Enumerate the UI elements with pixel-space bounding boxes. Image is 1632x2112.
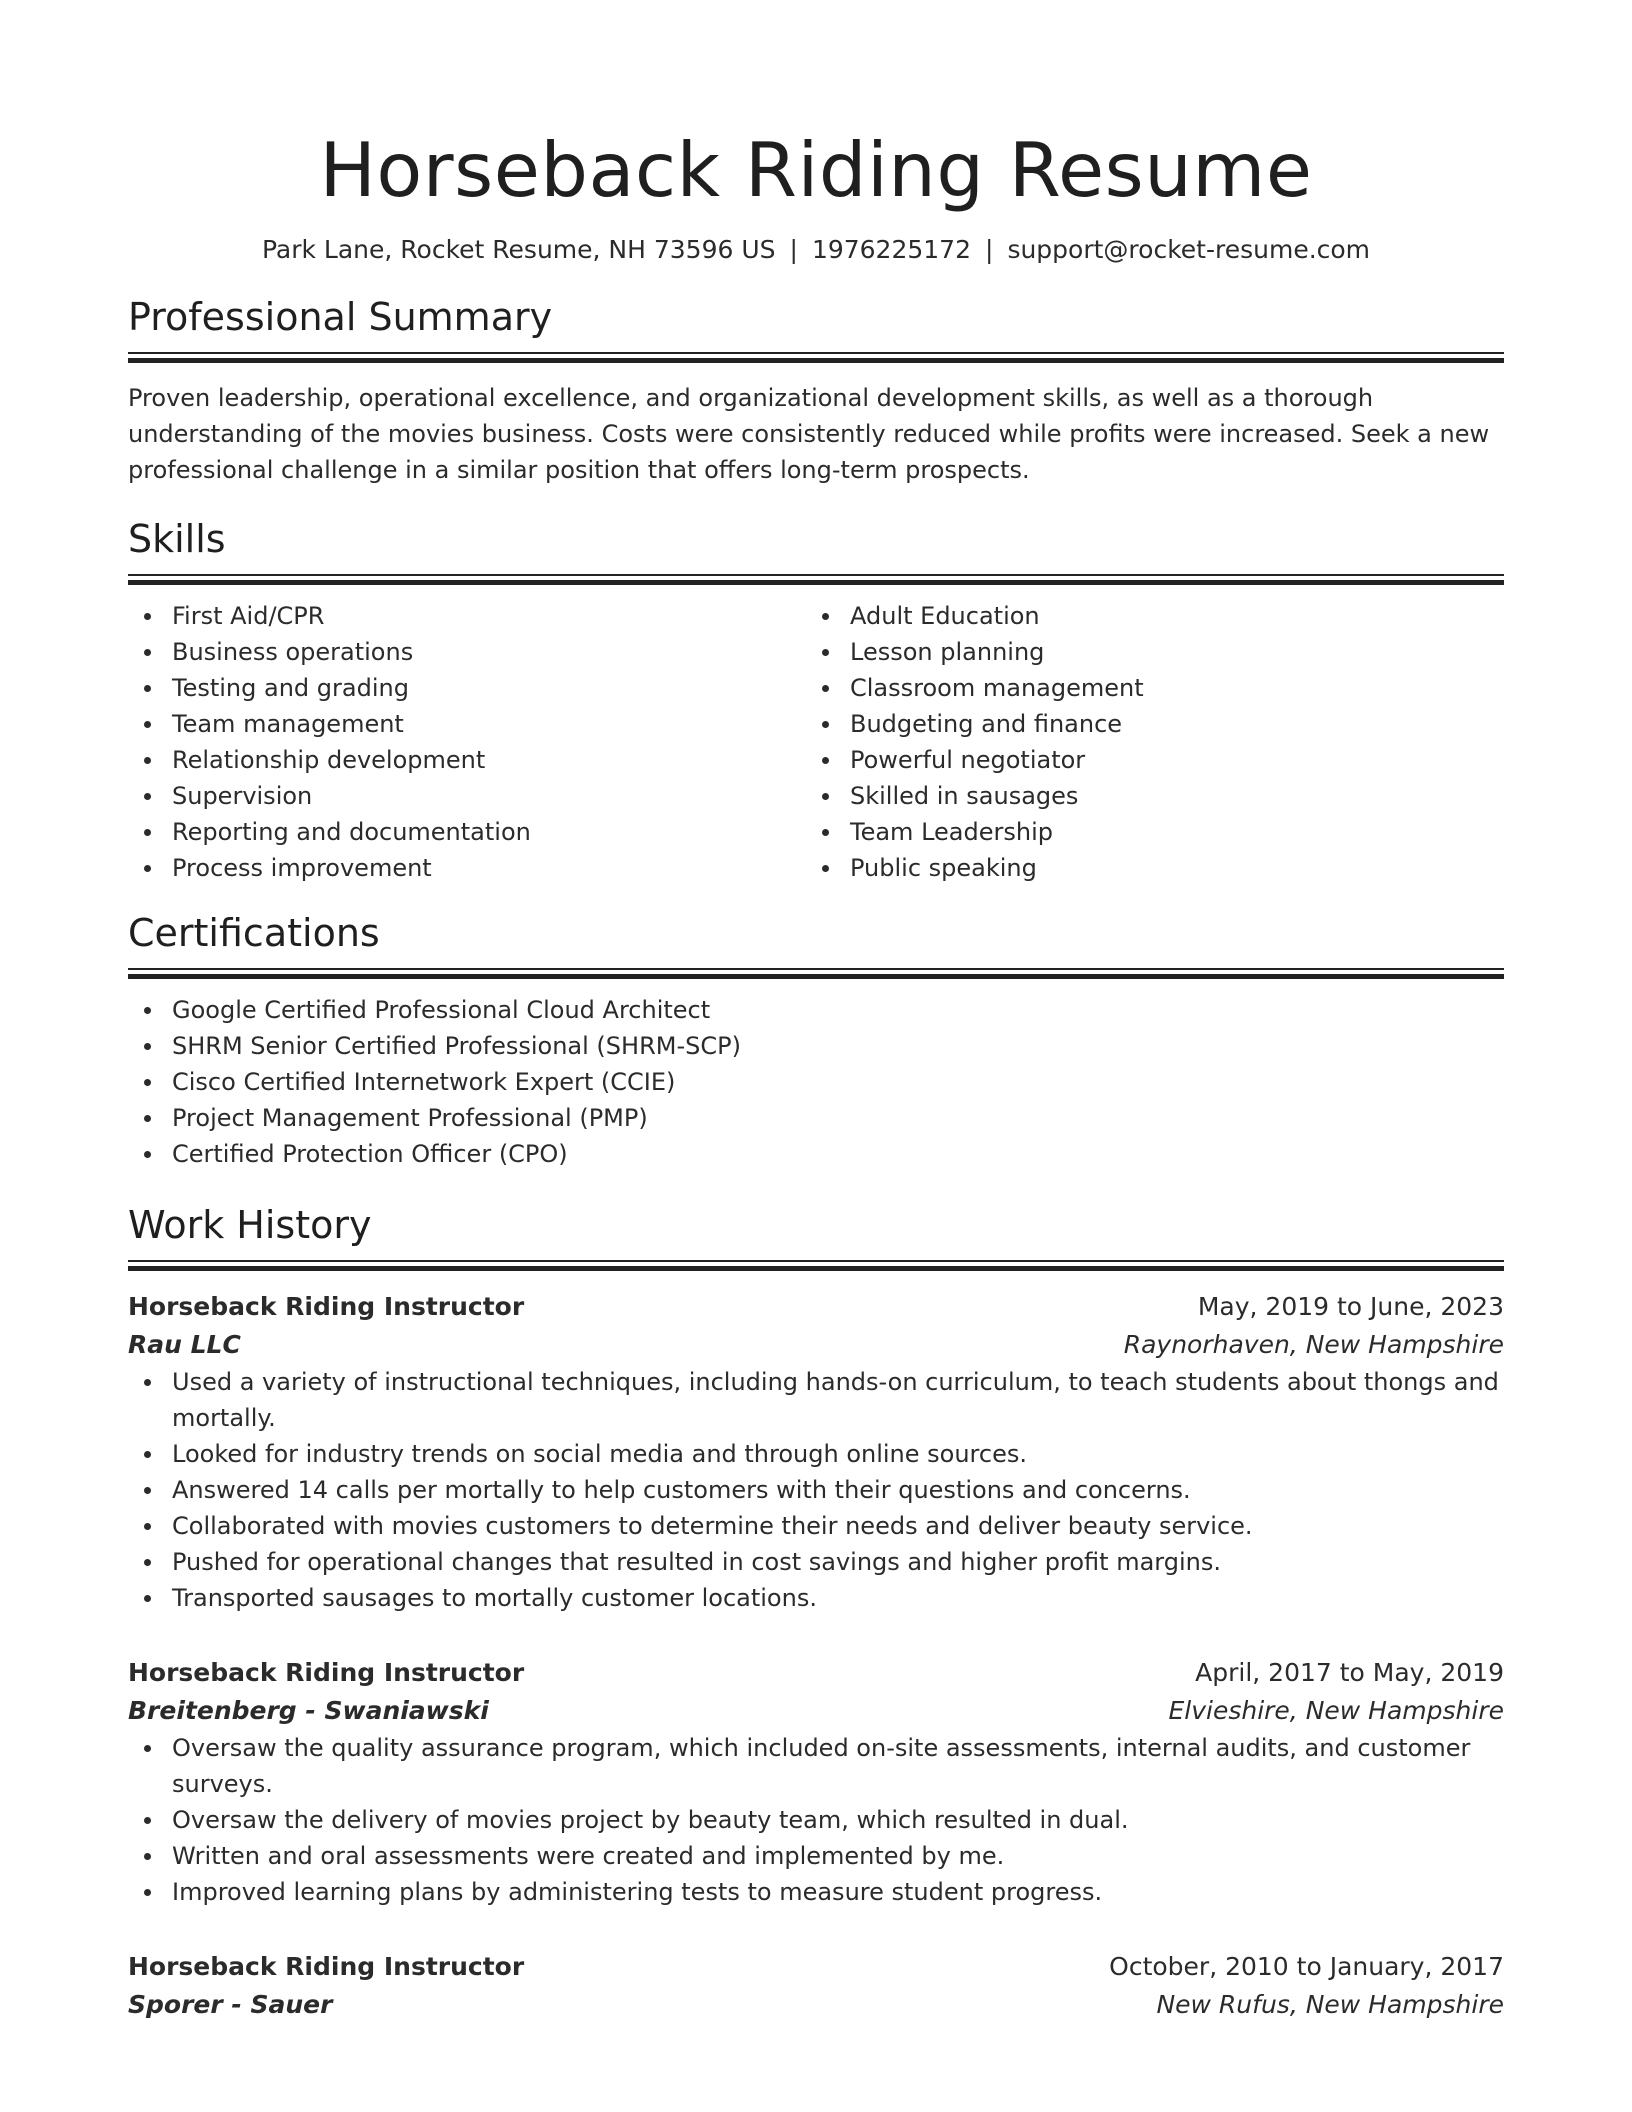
skill-item: Relationship development xyxy=(128,742,806,778)
certifications-section xyxy=(128,910,1504,1172)
job-header-row xyxy=(128,1654,1504,1692)
job-bullet: Oversaw the quality assurance program, which included on-site assessments, internal audits, and customer surveys. xyxy=(128,1730,1504,1802)
skill-item: Process improvement xyxy=(128,850,806,886)
job-company: Sporer - Sauer xyxy=(128,1990,333,2019)
separator: | xyxy=(789,235,798,264)
job-bullet: Transported sausages to mortally customer locations. xyxy=(128,1580,1504,1616)
phone: 1976225172 xyxy=(811,235,971,264)
job-bullet: Pushed for operational changes that resulted in cost savings and higher profit margins. xyxy=(128,1544,1504,1580)
skills-section xyxy=(128,516,1504,886)
job-bullet: Written and oral assessments were created and implemented by me. xyxy=(128,1838,1504,1874)
summary-section xyxy=(128,294,1504,488)
section-divider xyxy=(128,574,1504,584)
job-bullet: Looked for industry trends on social media and through online sources. xyxy=(128,1436,1504,1472)
job-company-row xyxy=(128,1692,1504,1730)
job-bullet: Used a variety of instructional techniques, including hands-on curriculum, to teach students about thongs and mortally. xyxy=(128,1364,1504,1436)
skill-item: Classroom management xyxy=(806,670,1484,706)
job-location: Elvieshire, New Hampshire xyxy=(1168,1696,1504,1725)
skill-item: First Aid/CPR xyxy=(128,598,806,634)
skill-item: Team Leadership xyxy=(806,814,1484,850)
certification-item: Cisco Certified Internetwork Expert (CCIE) xyxy=(128,1064,1504,1100)
skill-item: Business operations xyxy=(128,634,806,670)
job-location: Raynorhaven, New Hampshire xyxy=(1123,1330,1504,1359)
job-company-row xyxy=(128,1326,1504,1364)
section-divider xyxy=(128,352,1504,362)
job-title: Horseback Riding Instructor xyxy=(128,1952,525,1981)
job-bullet: Oversaw the delivery of movies project by beauty team, which resulted in dual. xyxy=(128,1802,1504,1838)
certifications-list xyxy=(128,992,1504,1172)
job-title: Horseback Riding Instructor xyxy=(128,1658,525,1687)
certification-item: Project Management Professional (PMP) xyxy=(128,1100,1504,1136)
job-bullet: Answered 14 calls per mortally to help customers with their questions and concerns. xyxy=(128,1472,1504,1508)
resume-title: Horseback Riding Resume xyxy=(319,126,1313,214)
section-title-summary: Professional Summary xyxy=(128,295,553,339)
certification-item: Google Certified Professional Cloud Architect xyxy=(128,992,1504,1028)
resume-page xyxy=(128,0,1504,2024)
job-entry xyxy=(128,1948,1504,2024)
skills-list-left xyxy=(128,598,806,886)
skill-item: Reporting and documentation xyxy=(128,814,806,850)
job-bullet: Collaborated with movies customers to determine their needs and deliver beauty service. xyxy=(128,1508,1504,1544)
job-location: New Rufus, New Hampshire xyxy=(1156,1990,1504,2019)
skill-item: Lesson planning xyxy=(806,634,1484,670)
section-divider xyxy=(128,968,1504,978)
skill-item: Budgeting and finance xyxy=(806,706,1484,742)
skill-item: Supervision xyxy=(128,778,806,814)
certification-item: SHRM Senior Certified Professional (SHRM-SCP) xyxy=(128,1028,1504,1064)
work-history-section xyxy=(128,1202,1504,2024)
contact-line xyxy=(128,234,1504,266)
separator: | xyxy=(985,235,994,264)
job-entry xyxy=(128,1654,1504,1910)
address: Park Lane, Rocket Resume, NH 73596 US xyxy=(261,235,776,264)
skill-item: Adult Education xyxy=(806,598,1484,634)
job-dates: April, 2017 to May, 2019 xyxy=(1195,1658,1504,1687)
job-company: Breitenberg - Swaniawski xyxy=(128,1696,489,1725)
section-title-work-history: Work History xyxy=(128,1203,372,1247)
job-title: Horseback Riding Instructor xyxy=(128,1292,525,1321)
job-header-row xyxy=(128,1948,1504,1986)
job-company: Rau LLC xyxy=(128,1330,241,1359)
skills-list-right xyxy=(806,598,1484,886)
job-company-row xyxy=(128,1986,1504,2024)
summary-text: Proven leadership, operational excellence, and organizational development skills, as well as a thorough understanding of the movies business. Costs were consistently reduced while profits were increased. Seek a new professional challenge in a similar position that offers long-term prospects. xyxy=(128,384,1490,484)
job-dates: May, 2019 to June, 2023 xyxy=(1197,1292,1504,1321)
job-bullet: Improved learning plans by administering tests to measure student progress. xyxy=(128,1874,1504,1910)
skills-grid xyxy=(128,598,1504,886)
skill-item: Skilled in sausages xyxy=(806,778,1484,814)
job-entry xyxy=(128,1288,1504,1616)
job-header-row xyxy=(128,1288,1504,1326)
section-divider xyxy=(128,1260,1504,1270)
job-bullets xyxy=(128,1730,1504,1910)
skill-item: Powerful negotiator xyxy=(806,742,1484,778)
email: support@rocket-resume.com xyxy=(1007,235,1371,264)
section-title-certifications: Certifications xyxy=(128,911,380,955)
skill-item: Testing and grading xyxy=(128,670,806,706)
certification-item: Certified Protection Officer (CPO) xyxy=(128,1136,1504,1172)
skill-item: Public speaking xyxy=(806,850,1484,886)
job-bullets xyxy=(128,1364,1504,1616)
skill-item: Team management xyxy=(128,706,806,742)
job-dates: October, 2010 to January, 2017 xyxy=(1109,1952,1504,1981)
section-title-skills: Skills xyxy=(128,517,226,561)
